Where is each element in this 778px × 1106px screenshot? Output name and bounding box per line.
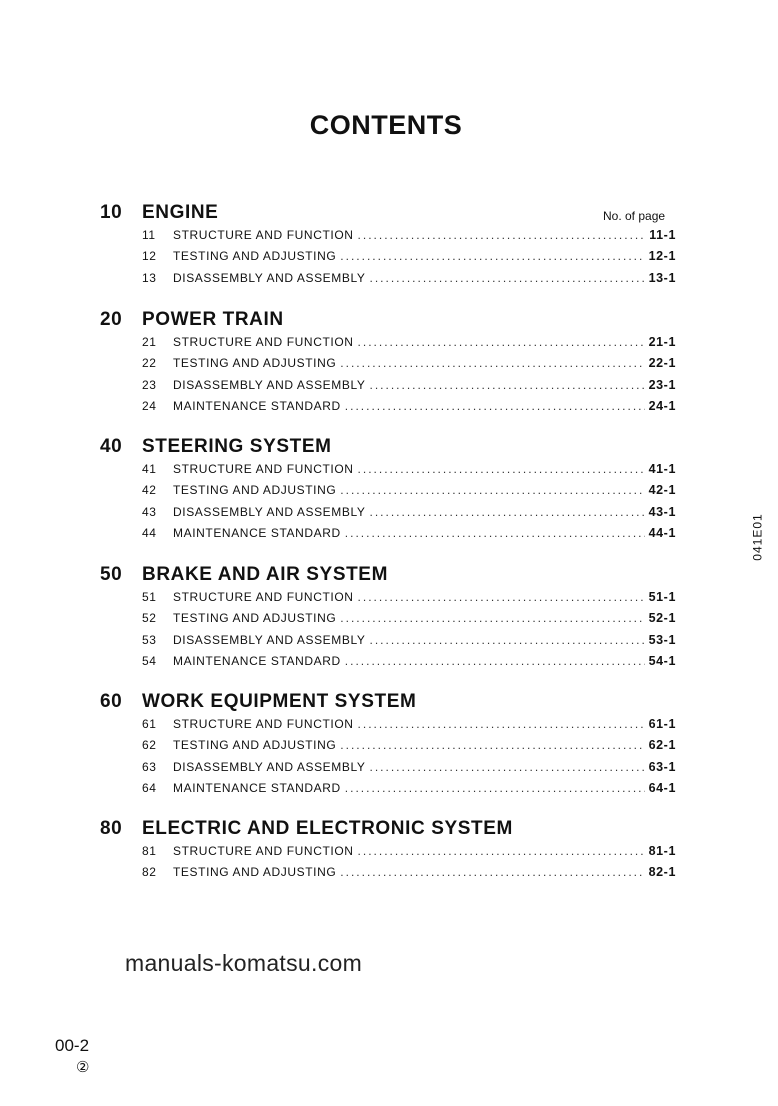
section <box>100 564 676 675</box>
section <box>100 818 676 887</box>
section-title: WORK EQUIPMENT SYSTEM <box>142 691 417 712</box>
dot-leader <box>340 738 644 752</box>
dot-leader <box>358 335 645 349</box>
entry-title: MAINTENANCE STANDARD <box>173 525 341 540</box>
dot-leader <box>340 249 644 263</box>
entry-title: DISASSEMBLY AND ASSEMBLY <box>173 270 366 285</box>
toc-entry <box>100 590 676 611</box>
section-title: BRAKE AND AIR SYSTEM <box>142 564 388 585</box>
section <box>100 309 676 420</box>
entry-title: TESTING AND ADJUSTING <box>173 356 337 371</box>
entry-number: 11 <box>142 228 156 242</box>
entry-page: 13-1 <box>648 270 676 285</box>
entry-title: TESTING AND ADJUSTING <box>173 249 337 264</box>
section <box>100 691 676 802</box>
dot-leader <box>369 271 644 285</box>
section-number: 50 <box>100 564 123 585</box>
dot-leader <box>358 462 645 476</box>
toc-entry <box>100 654 676 675</box>
entry-page: 11-1 <box>649 228 676 242</box>
entry-title: DISASSEMBLY AND ASSEMBLY <box>173 504 366 519</box>
section-number: 10 <box>100 202 123 223</box>
entry-title: MAINTENANCE STANDARD <box>173 653 341 668</box>
entry-number: 41 <box>142 462 157 476</box>
revision-mark: ② <box>76 1059 90 1076</box>
toc-entry <box>100 633 676 654</box>
entry-number: 22 <box>142 356 157 371</box>
entry-title: DISASSEMBLY AND ASSEMBLY <box>173 632 366 647</box>
toc-entry <box>100 611 676 632</box>
section-number: 60 <box>100 691 123 712</box>
entry-number: 52 <box>142 611 157 626</box>
section-title: POWER TRAIN <box>142 309 284 330</box>
dot-leader <box>369 378 644 392</box>
section-title: ENGINE <box>142 202 219 223</box>
toc-entry <box>100 378 676 399</box>
entry-number: 63 <box>142 759 157 774</box>
entry-title: STRUCTURE AND FUNCTION <box>173 717 354 731</box>
side-code: 041E01 <box>750 513 765 561</box>
toc-entry <box>100 844 676 865</box>
entry-page: 41-1 <box>648 462 676 476</box>
section-heading <box>100 691 416 717</box>
dot-leader <box>358 590 645 604</box>
section-heading <box>100 818 513 844</box>
dot-leader <box>345 526 645 540</box>
toc-entry <box>100 249 676 270</box>
entry-page: 22-1 <box>648 356 676 371</box>
entry-title: TESTING AND ADJUSTING <box>173 611 337 626</box>
entry-number: 62 <box>142 738 157 753</box>
entry-page: 63-1 <box>648 759 676 774</box>
entry-page: 23-1 <box>648 377 676 392</box>
dot-leader <box>345 399 645 413</box>
entry-title: TESTING AND ADJUSTING <box>173 865 337 880</box>
entry-number: 24 <box>142 398 157 413</box>
toc-entry <box>100 760 676 781</box>
section-heading <box>100 202 218 228</box>
toc-entry <box>100 356 676 377</box>
toc-entry <box>100 717 676 738</box>
entry-page: 53-1 <box>648 632 676 647</box>
toc-entry <box>100 865 676 886</box>
toc-entry <box>100 271 676 292</box>
entry-page: 81-1 <box>648 844 676 858</box>
dot-leader <box>358 228 646 242</box>
section-title: STEERING SYSTEM <box>142 436 332 457</box>
toc-entry <box>100 738 676 759</box>
entry-number: 13 <box>142 270 157 285</box>
entry-number: 54 <box>142 653 157 668</box>
entry-page: 64-1 <box>648 780 676 795</box>
entry-title: STRUCTURE AND FUNCTION <box>173 590 354 604</box>
section-number: 80 <box>100 818 123 839</box>
section-number: 20 <box>100 309 123 330</box>
entry-title: STRUCTURE AND FUNCTION <box>173 844 354 858</box>
toc-entry <box>100 526 676 547</box>
toc-entry <box>100 399 676 420</box>
section <box>100 436 676 547</box>
toc-entry <box>100 462 676 483</box>
footer-page-number: 00-2 <box>55 1036 90 1055</box>
entry-page: 54-1 <box>648 653 676 668</box>
dot-leader <box>369 760 644 774</box>
entry-number: 81 <box>142 844 157 858</box>
section-number: 40 <box>100 436 123 457</box>
entry-page: 24-1 <box>648 398 676 413</box>
entry-page: 51-1 <box>648 590 676 604</box>
toc-entry <box>100 781 676 802</box>
entry-page: 21-1 <box>648 335 676 349</box>
dot-leader <box>358 717 645 731</box>
entry-title: STRUCTURE AND FUNCTION <box>173 228 354 242</box>
entry-page: 42-1 <box>648 483 676 498</box>
toc-entry <box>100 335 676 356</box>
dot-leader <box>340 356 644 370</box>
section <box>100 202 676 292</box>
entry-number: 82 <box>142 865 157 880</box>
entry-page: 12-1 <box>648 249 676 264</box>
toc-entry <box>100 228 676 249</box>
entry-number: 61 <box>142 717 157 731</box>
dot-leader <box>340 483 644 497</box>
entry-page: 82-1 <box>648 865 676 880</box>
dot-leader <box>345 654 645 668</box>
entry-page: 44-1 <box>648 525 676 540</box>
toc-entry <box>100 483 676 504</box>
entry-number: 23 <box>142 377 157 392</box>
dot-leader <box>358 844 645 858</box>
section-title: ELECTRIC AND ELECTRONIC SYSTEM <box>142 818 513 839</box>
dot-leader <box>340 611 644 625</box>
entry-number: 53 <box>142 632 157 647</box>
entry-title: TESTING AND ADJUSTING <box>173 738 337 753</box>
no-of-page-label: No. of page <box>603 209 666 223</box>
entry-title: MAINTENANCE STANDARD <box>173 398 341 413</box>
dot-leader <box>340 865 644 879</box>
section-heading <box>100 436 332 462</box>
entry-title: DISASSEMBLY AND ASSEMBLY <box>173 377 366 392</box>
entry-number: 44 <box>142 525 157 540</box>
entry-number: 42 <box>142 483 157 498</box>
dot-leader <box>345 781 645 795</box>
entry-title: TESTING AND ADJUSTING <box>173 483 337 498</box>
entry-number: 51 <box>142 590 157 604</box>
toc-entry <box>100 505 676 526</box>
entry-title: STRUCTURE AND FUNCTION <box>173 335 354 349</box>
entry-number: 12 <box>142 249 157 264</box>
entry-title: MAINTENANCE STANDARD <box>173 780 341 795</box>
section-heading <box>100 309 284 335</box>
entry-title: STRUCTURE AND FUNCTION <box>173 462 354 476</box>
entry-number: 21 <box>142 335 157 349</box>
entry-page: 43-1 <box>648 504 676 519</box>
section-heading <box>100 564 388 590</box>
dot-leader <box>369 505 644 519</box>
entry-title: DISASSEMBLY AND ASSEMBLY <box>173 759 366 774</box>
entry-page: 62-1 <box>648 738 676 753</box>
dot-leader <box>369 633 644 647</box>
watermark: manuals-komatsu.com <box>125 950 363 976</box>
entry-page: 52-1 <box>648 611 676 626</box>
entry-page: 61-1 <box>648 717 676 731</box>
entry-number: 64 <box>142 780 157 795</box>
entry-number: 43 <box>142 504 157 519</box>
page-title: CONTENTS <box>309 110 463 140</box>
